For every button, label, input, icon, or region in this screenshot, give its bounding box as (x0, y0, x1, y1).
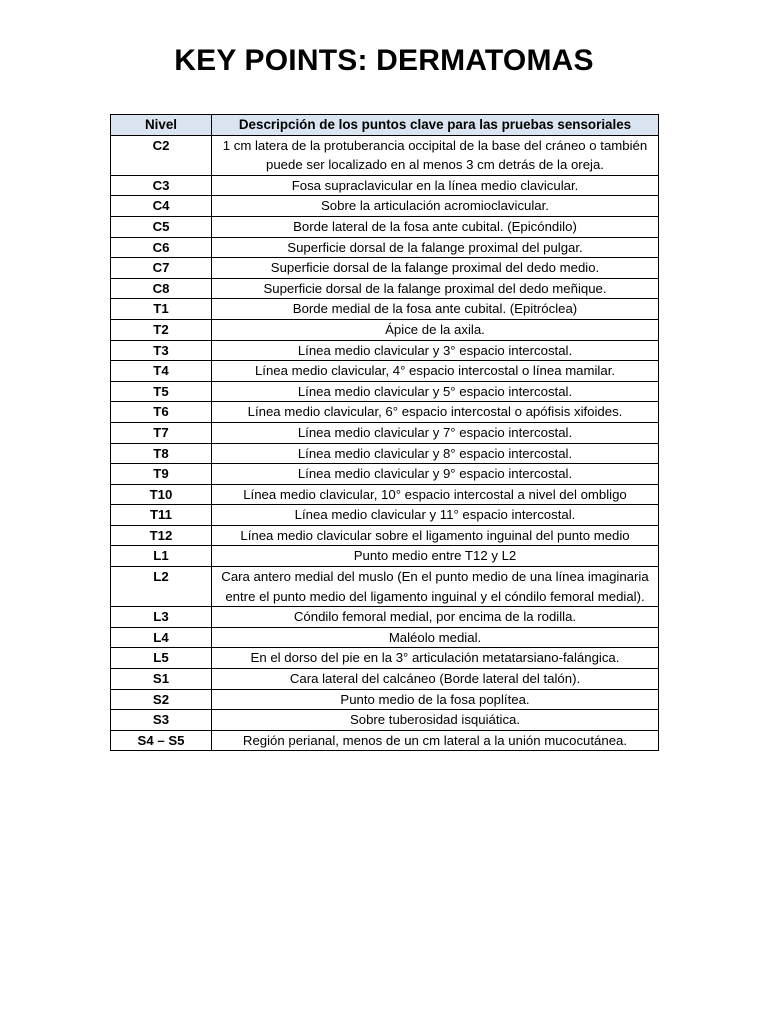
table-row (111, 689, 659, 710)
level-cell: L5 (111, 648, 212, 669)
table-row (111, 361, 659, 382)
description-cell: Línea medio clavicular y 11° espacio intercostal. (212, 505, 659, 526)
description-cell: Línea medio clavicular, 4° espacio intercostal o línea mamilar. (212, 361, 659, 382)
level-cell: C7 (111, 258, 212, 279)
description-cell: Línea medio clavicular y 9° espacio intercostal. (212, 464, 659, 485)
table-row (111, 464, 659, 485)
table-row (111, 299, 659, 320)
description-cell: Cóndilo femoral medial, por encima de la rodilla. (212, 607, 659, 628)
table-row (111, 627, 659, 648)
table-row (111, 216, 659, 237)
table-row (111, 196, 659, 217)
table-row (111, 648, 659, 669)
table-row (111, 340, 659, 361)
description-cell: Superficie dorsal de la falange proximal del pulgar. (212, 237, 659, 258)
description-cell: Superficie dorsal de la falange proximal del dedo medio. (212, 258, 659, 279)
page-title: KEY POINTS: DERMATOMAS (174, 44, 594, 77)
description-cell: Superficie dorsal de la falange proximal del dedo meñique. (212, 278, 659, 299)
table-body (111, 135, 659, 751)
description-cell: Línea medio clavicular y 5° espacio intercostal. (212, 381, 659, 402)
level-cell: T5 (111, 381, 212, 402)
level-cell: T11 (111, 505, 212, 526)
level-cell: S3 (111, 710, 212, 731)
level-cell: T4 (111, 361, 212, 382)
table-row (111, 443, 659, 464)
table-row (111, 175, 659, 196)
level-cell: S1 (111, 669, 212, 690)
table-row (111, 546, 659, 567)
level-cell: T12 (111, 525, 212, 546)
level-cell: T8 (111, 443, 212, 464)
level-cell: C3 (111, 175, 212, 196)
description-cell: Cara antero medial del muslo (En el punto medio de una línea imaginaria entre el punto medio del ligamento inguinal y el cóndilo femoral medial). (212, 567, 659, 607)
level-cell: T9 (111, 464, 212, 485)
table-row (111, 237, 659, 258)
description-cell: Maléolo medial. (212, 627, 659, 648)
level-cell: T2 (111, 319, 212, 340)
level-cell: T10 (111, 484, 212, 505)
table-row (111, 607, 659, 628)
level-cell: L2 (111, 567, 212, 607)
table-row (111, 730, 659, 751)
table-row (111, 505, 659, 526)
table-row (111, 484, 659, 505)
level-cell: C4 (111, 196, 212, 217)
table-row (111, 402, 659, 423)
description-cell: 1 cm latera de la protuberancia occipital de la base del cráneo o también puede ser localizado en al menos 3 cm detrás de la oreja. (212, 135, 659, 175)
level-cell: C5 (111, 216, 212, 237)
description-cell: En el dorso del pie en la 3° articulación metatarsiano-falángica. (212, 648, 659, 669)
description-cell: Sobre tuberosidad isquiática. (212, 710, 659, 731)
level-cell: S4 – S5 (111, 730, 212, 751)
table-row (111, 669, 659, 690)
level-cell: L3 (111, 607, 212, 628)
level-cell: S2 (111, 689, 212, 710)
description-cell: Cara lateral del calcáneo (Borde lateral del talón). (212, 669, 659, 690)
level-cell: C6 (111, 237, 212, 258)
description-cell: Punto medio entre T12 y L2 (212, 546, 659, 567)
description-cell: Fosa supraclavicular en la línea medio clavicular. (212, 175, 659, 196)
table-row (111, 319, 659, 340)
table-row (111, 525, 659, 546)
table-row (111, 422, 659, 443)
level-cell: C8 (111, 278, 212, 299)
description-cell: Línea medio clavicular y 8° espacio intercostal. (212, 443, 659, 464)
dermatome-table-container (110, 114, 658, 751)
level-cell: C2 (111, 135, 212, 175)
header-description: Descripción de los puntos clave para las pruebas sensoriales (212, 115, 659, 136)
description-cell: Línea medio clavicular y 7° espacio intercostal. (212, 422, 659, 443)
description-cell: Línea medio clavicular y 3° espacio intercostal. (212, 340, 659, 361)
level-cell: T6 (111, 402, 212, 423)
table-row (111, 135, 659, 175)
level-cell: T3 (111, 340, 212, 361)
description-cell: Línea medio clavicular, 6° espacio intercostal o apófisis xifoides. (212, 402, 659, 423)
header-row (111, 115, 659, 136)
dermatome-table (110, 114, 659, 751)
table-row (111, 278, 659, 299)
description-cell: Región perianal, menos de un cm lateral a la unión mucocutánea. (212, 730, 659, 751)
table-row (111, 710, 659, 731)
description-cell: Borde medial de la fosa ante cubital. (Epitróclea) (212, 299, 659, 320)
description-cell: Punto medio de la fosa poplítea. (212, 689, 659, 710)
table-row (111, 381, 659, 402)
level-cell: T7 (111, 422, 212, 443)
description-cell: Línea medio clavicular sobre el ligamento inguinal del punto medio (212, 525, 659, 546)
description-cell: Sobre la articulación acromioclavicular. (212, 196, 659, 217)
table-header (111, 115, 659, 136)
description-cell: Línea medio clavicular, 10° espacio intercostal a nivel del ombligo (212, 484, 659, 505)
header-level: Nivel (111, 115, 212, 136)
level-cell: L1 (111, 546, 212, 567)
description-cell: Ápice de la axila. (212, 319, 659, 340)
table-row (111, 258, 659, 279)
level-cell: L4 (111, 627, 212, 648)
description-cell: Borde lateral de la fosa ante cubital. (Epicóndilo) (212, 216, 659, 237)
level-cell: T1 (111, 299, 212, 320)
table-row (111, 567, 659, 607)
